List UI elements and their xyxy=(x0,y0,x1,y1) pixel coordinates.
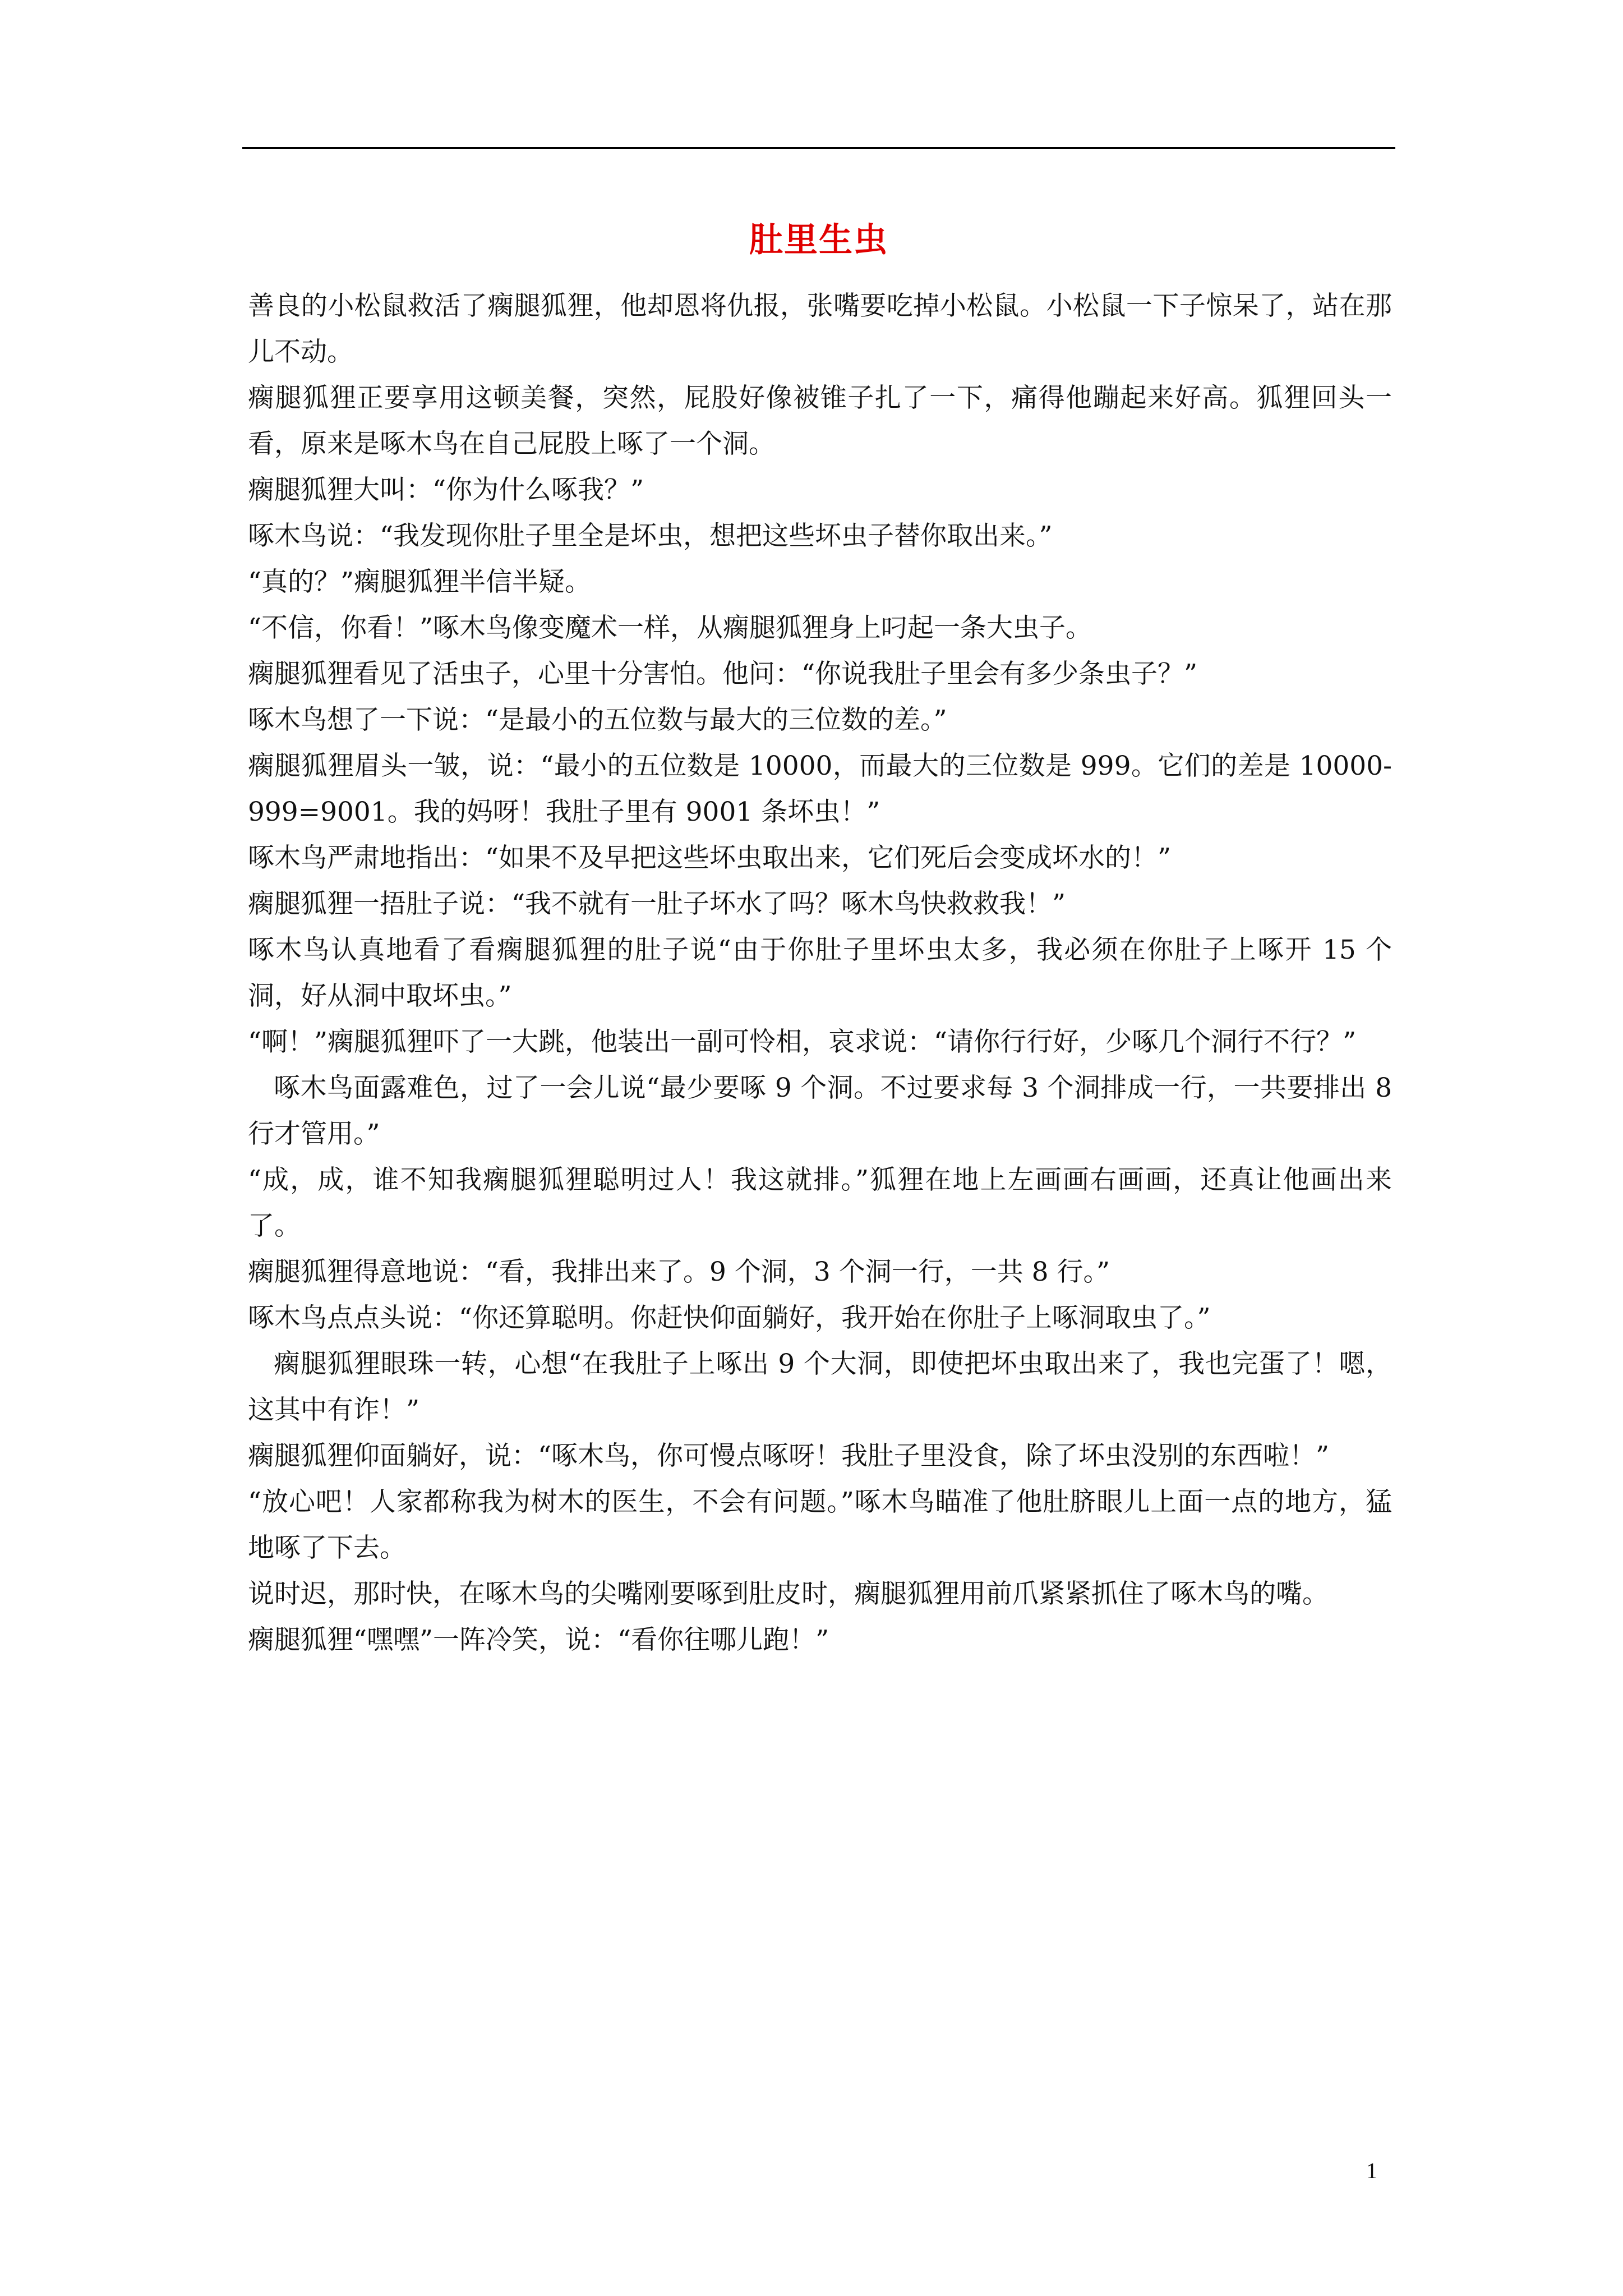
paragraph: 瘸腿狐狸得意地说：“看，我排出来了。9 个洞，3 个洞一行，一共 8 行。” xyxy=(248,1257,1110,1287)
paragraph: 啄木鸟点点头说：“你还算聪明。你赶快仰面躺好，我开始在你肚子上啄洞取虫了。” xyxy=(248,1303,1211,1333)
document-title: 肚里生虫 xyxy=(749,220,888,260)
paragraph: 瘸腿狐狸眼珠一转，心想“在我肚子上啄出 9 个大洞，即使把坏虫取出来了，我也完蛋了！嗯，这其中有诈！” xyxy=(248,1349,1392,1425)
paragraph: 善良的小松鼠救活了瘸腿狐狸，他却恩将仇报，张嘴要吃掉小松鼠。小松鼠一下子惊呆了，站在那儿不动。 xyxy=(248,291,1392,367)
paragraph: 啄木鸟认真地看了看瘸腿狐狸的肚子说“由于你肚子里坏虫太多，我必须在你肚子上啄开 15 个洞，好从洞中取坏虫。” xyxy=(248,935,1392,1011)
paragraph: “啊！”瘸腿狐狸吓了一大跳，他装出一副可怜相，哀求说：“请你行行好，少啄几个洞行不行？” xyxy=(248,1027,1357,1057)
paragraph: “不信，你看！”啄木鸟像变魔术一样，从瘸腿狐狸身上叼起一条大虫子。 xyxy=(248,613,1092,643)
paragraph: 瘸腿狐狸看见了活虫子，心里十分害怕。他问：“你说我肚子里会有多少条虫子？” xyxy=(248,659,1198,689)
paragraph: 啄木鸟面露难色，过了一会儿说“最少要啄 9 个洞。不过要求每 3 个洞排成一行，一共要排出 8 行才管用。” xyxy=(248,1073,1392,1149)
paragraph: 瘸腿狐狸仰面躺好，说：“啄木鸟，你可慢点啄呀！我肚子里没食，除了坏虫没别的东西啦！” xyxy=(248,1441,1330,1471)
paragraph: 说时迟，那时快，在啄木鸟的尖嘴刚要啄到肚皮时，瘸腿狐狸用前爪紧紧抓住了啄木鸟的嘴。 xyxy=(248,1579,1329,1609)
header-rule xyxy=(242,147,1395,149)
paragraph: 瘸腿狐狸大叫：“你为什么啄我？” xyxy=(248,475,644,505)
paragraph: “成，成，谁不知我瘸腿狐狸聪明过人！我这就排。”狐狸在地上左画画右画画，还真让他画出来了。 xyxy=(248,1165,1392,1241)
paragraph: 啄木鸟说：“我发现你肚子里全是坏虫，想把这些坏虫子替你取出来。” xyxy=(248,521,1053,551)
paragraph: “真的？”瘸腿狐狸半信半疑。 xyxy=(248,567,592,597)
paragraph: “放心吧！人家都称我为树木的医生，不会有问题。”啄木鸟瞄准了他肚脐眼儿上面一点的地方，猛地啄了下去。 xyxy=(248,1487,1392,1563)
paragraph: 瘸腿狐狸一捂肚子说：“我不就有一肚子坏水了吗？啄木鸟快救救我！” xyxy=(248,889,1066,919)
paragraph: 瘸腿狐狸正要享用这顿美餐，突然，屁股好像被锥子扎了一下，痛得他蹦起来好高。狐狸回头一看，原来是啄木鸟在自己屁股上啄了一个洞。 xyxy=(248,383,1392,459)
page-number: 1 xyxy=(1366,2158,1377,2183)
paragraph: 啄木鸟想了一下说：“是最小的五位数与最大的三位数的差。” xyxy=(248,705,947,735)
paragraph: 瘸腿狐狸“嘿嘿”一阵冷笑，说：“看你往哪儿跑！” xyxy=(248,1625,829,1655)
story-body xyxy=(248,283,1392,1663)
paragraph: 啄木鸟严肃地指出：“如果不及早把这些坏虫取出来，它们死后会变成坏水的！” xyxy=(248,843,1172,873)
paragraph: 瘸腿狐狸眉头一皱，说：“最小的五位数是 10000，而最大的三位数是 999。它们的差是 10000-999=9001。我的妈呀！我肚子里有 9001 条坏虫！” xyxy=(248,751,1392,827)
